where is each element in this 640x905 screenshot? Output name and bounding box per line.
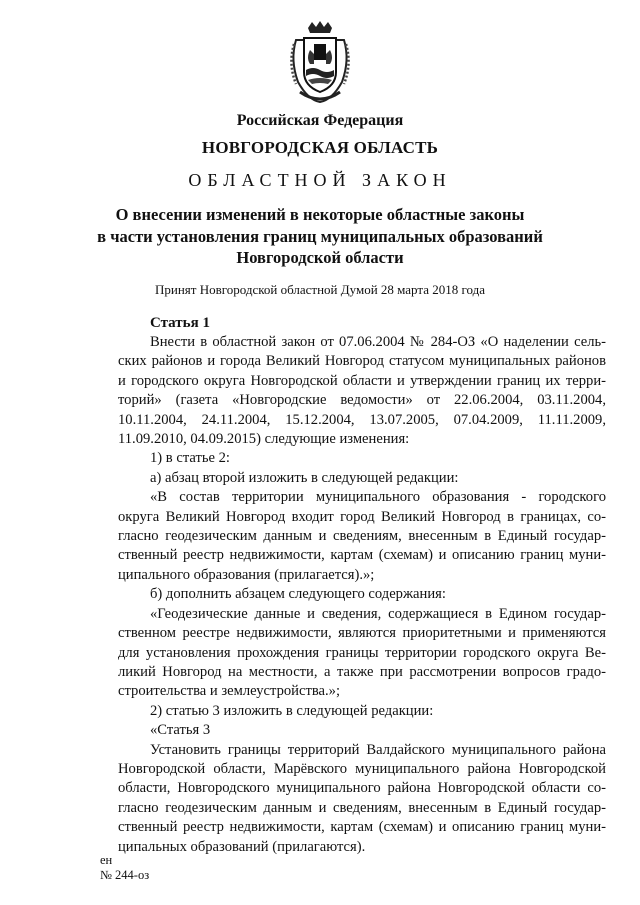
body-line: Установить границы территорий Валдайского муниципального района: [150, 741, 606, 758]
adoption-note: Принят Новгородской областной Думой 28 марта 2018 года: [154, 282, 486, 297]
body-line: для установления прохождения границы территории городского округа Ве-: [118, 644, 606, 661]
law-title-line: в части установления границ муниципальных образований: [97, 227, 543, 246]
body-line: Новгородской области, Марёвского муниципального района Новгородской: [118, 760, 606, 777]
body-line: Внести в областной закон от 07.06.2004 № 284-ОЗ «О наделении сель-: [150, 334, 606, 350]
body-line: ципального образования (прилагается).»;: [118, 566, 375, 583]
law-type-heading: ОБЛАСТНОЙ ЗАКОН: [188, 170, 452, 190]
body-line: ципальных образований (прилагаются).: [118, 838, 366, 855]
law-title-line: О внесении изменений в некоторые областные законы: [115, 205, 525, 224]
body-line: 11.09.2010, 04.09.2015) следующие изменения:: [118, 431, 410, 448]
body-line: ликий Новгород на местности, а также при рассмотрении вопросов градо-: [118, 663, 606, 680]
body-line: ственном реестре недвижимости, являются приоритетными и применяются: [118, 625, 606, 642]
body-line: торий» (газета «Новгородские ведомости» от 22.06.2004, 03.11.2004,: [118, 392, 606, 409]
body-line: б) дополнить абзацем следующего содержания:: [150, 586, 446, 603]
article-heading: Статья 1: [150, 315, 210, 331]
article-body: [118, 333, 606, 857]
body-line: гласно геодезическим данным и сведениям, внесенным в Единый государ-: [118, 528, 606, 545]
body-line: области, Новгородского муниципального района Новгородской области со-: [118, 780, 606, 797]
footer-reference: [100, 853, 149, 883]
body-line: гласно геодезическим данным и сведениям, внесенным в Единый государ-: [118, 799, 606, 816]
body-line: «Статья 3: [150, 722, 211, 739]
footer-number: № 244-оз: [100, 868, 150, 882]
coat-of-arms-emblem: [286, 20, 354, 104]
law-title-line: Новгородской области: [236, 248, 404, 267]
body-line: ских районов и города Великий Новгород статусом муниципальных районов: [118, 353, 606, 370]
body-line: а) абзац второй изложить в следующей редакции:: [150, 469, 459, 486]
body-line: ственный реестр недвижимости, картам (схемам) и описанию границ муни-: [118, 819, 606, 836]
body-line: «Геодезические данные и сведения, содержащиеся в Едином государ-: [150, 605, 606, 622]
body-line: «В состав территории муниципального образования - городского: [150, 489, 606, 506]
country-heading: Российская Федерация: [236, 112, 404, 129]
body-line: 10.11.2004, 24.11.2004, 15.12.2004, 13.07.2005, 07.04.2009, 11.11.2009,: [118, 411, 606, 428]
body-line: строительства и землеустройства.»;: [118, 683, 341, 700]
body-line: 1) в статье 2:: [150, 450, 230, 467]
body-line: 2) статью 3 изложить в следующей редакции:: [150, 702, 434, 719]
body-line: ственный реестр недвижимости, картам (схемам) и описанию границ муни-: [118, 547, 606, 564]
body-line: и городского округа Новгородской области и утверждении границ их терри-: [118, 372, 606, 389]
footer-initials: ен: [100, 853, 113, 867]
body-line: округа Великий Новгород входит город Великий Новгород в границах, со-: [118, 508, 606, 525]
region-heading: НОВГОРОДСКАЯ ОБЛАСТЬ: [201, 138, 439, 157]
